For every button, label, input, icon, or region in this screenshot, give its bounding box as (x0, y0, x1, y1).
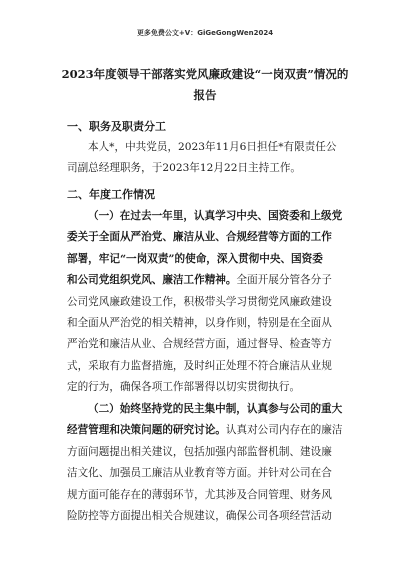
paragraph-line: 险防控等方面提出相关合规建议，确保公司各项经营活动 (67, 509, 332, 522)
section-2-heading: 二、年度工作情况 (67, 188, 155, 201)
paragraph-line: 部署，牢记“一岗双责”的使命，深入贯彻中央、国资委 (67, 252, 323, 265)
section-1-paragraph (67, 137, 357, 180)
document-title-line-2: 报告 (193, 88, 217, 102)
text-run: 全面开展分管各分子 (236, 274, 332, 287)
document-title-line-1: 2023年度领导干部落实党风廉政建设“一岗双责”情况的 (61, 67, 349, 81)
paragraph-line (67, 420, 357, 441)
paragraph-line: 司副总经理职务，于2023年12月22日主持工作。 (67, 162, 302, 175)
text-run: 认真对公司内存在的廉洁 (225, 424, 343, 437)
header-note: 更多免费公文+V：GiGeGongWen2024 (136, 29, 274, 37)
bold-run: 经营管理和决策问题的研究讨论。 (67, 424, 226, 437)
paragraph-line: 委关于全面从严治党、廉洁从业、合规经营等方面的工作 (67, 231, 332, 244)
paragraph-line: （二）始终坚持党的民主集中制，认真参与公司的重大 (88, 403, 343, 415)
bold-run: 和公司党组织党风、廉洁工作精神。 (67, 274, 237, 287)
paragraph-line: 洁文化、加强员工廉洁从业教育等方面。并针对公司在合 (67, 467, 332, 480)
paragraph-line (67, 270, 357, 291)
paragraph-line: 和全面从严治党的相关精神，以身作则，特别是在全面从 (67, 316, 332, 329)
paragraph-line: 定的行为，确保各项工作部署得以切实贯彻执行。 (67, 381, 301, 394)
paragraph-line: 本人*，中共党员，2023年11月6日担任*有限责任公 (88, 141, 337, 153)
paragraph-line: 严治党和廉洁从业、合规经营方面，通过督导、检查等方 (67, 338, 332, 351)
section-1-heading: 一、职务及职责分工 (67, 120, 166, 133)
paragraph-line: 式，采取有力监督措施，及时纠正处理不符合廉洁从业规 (67, 359, 332, 372)
paragraph-line: （一）在过去一年里，认真学习中央、国资委和上级党 (88, 210, 343, 222)
section-2-paragraph-1 (67, 206, 357, 399)
paragraph-line: 规方面可能存在的薄弱环节，尤其涉及合同管理、财务风 (67, 488, 332, 501)
paragraph-line: 公司党风廉政建设工作，积极带头学习贯彻党风廉政建设 (67, 295, 332, 308)
section-2-paragraph-2 (67, 399, 357, 527)
paragraph-line: 方面问题提出相关建议，包括加强内部监督机制、建设廉 (67, 445, 332, 458)
